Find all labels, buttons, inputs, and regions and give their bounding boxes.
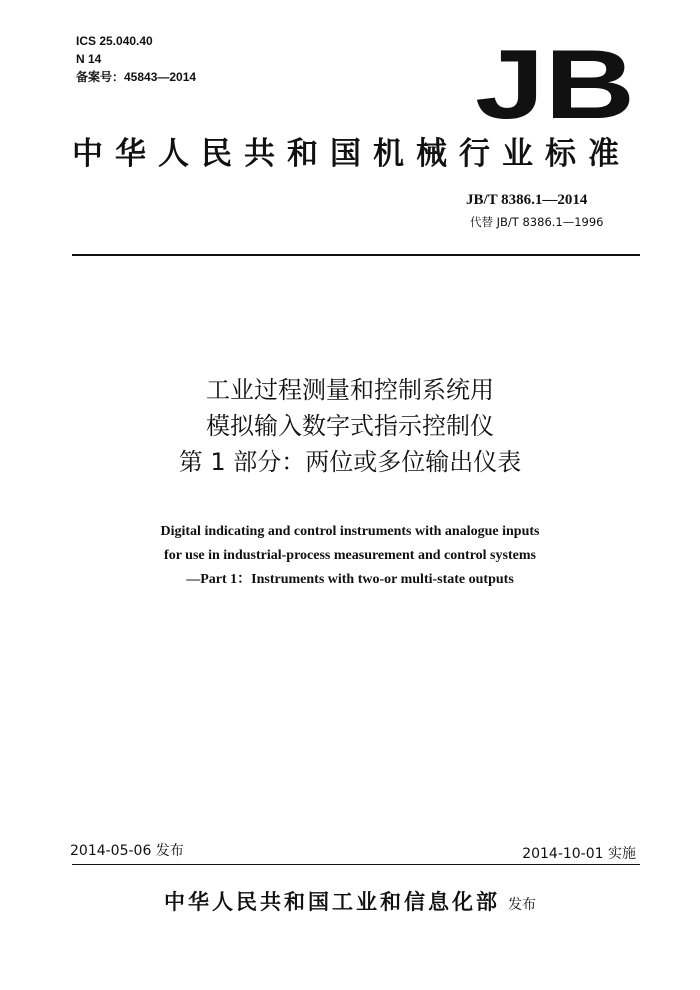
publisher-action: 发布	[508, 897, 536, 913]
chinese-title-line-1: 工业过程测量和控制系统用	[206, 376, 494, 404]
organization-title: 中华人民共和国机械行业标准	[72, 136, 631, 172]
chinese-title-line-2: 模拟输入数字式指示控制仪	[206, 412, 494, 440]
replaces-standard: 代替 JB/T 8386.1—1996	[470, 215, 604, 229]
header-divider	[72, 254, 640, 256]
issue-date: 2014-05-06 发布	[70, 843, 184, 859]
jb-logo-text: JB	[475, 40, 635, 122]
ics-code: ICS 25.040.40	[76, 34, 153, 48]
chinese-title	[0, 372, 700, 480]
english-title	[0, 520, 700, 592]
english-title-line-1: Digital indicating and control instruments with analogue inputs	[160, 524, 540, 539]
english-title-line-3: —Part 1：Instruments with two-or multi-state outputs	[186, 572, 514, 587]
record-number: 备案号：45843—2014	[76, 70, 197, 84]
standard-number: JB/T 8386.1—2014	[466, 192, 588, 208]
publisher-name: 中华人民共和国工业和信息化部	[164, 890, 500, 914]
chinese-title-line-3: 第 1 部分：两位或多位输出仪表	[178, 448, 522, 476]
metadata-block	[76, 32, 196, 86]
classification-code: N 14	[76, 52, 102, 66]
publisher-line	[0, 886, 700, 916]
footer-divider	[72, 864, 640, 865]
jb-logo	[470, 40, 640, 122]
implementation-date: 2014-10-01 实施	[522, 846, 636, 862]
english-title-line-2: for use in industrial-process measurement and control systems	[164, 548, 536, 563]
